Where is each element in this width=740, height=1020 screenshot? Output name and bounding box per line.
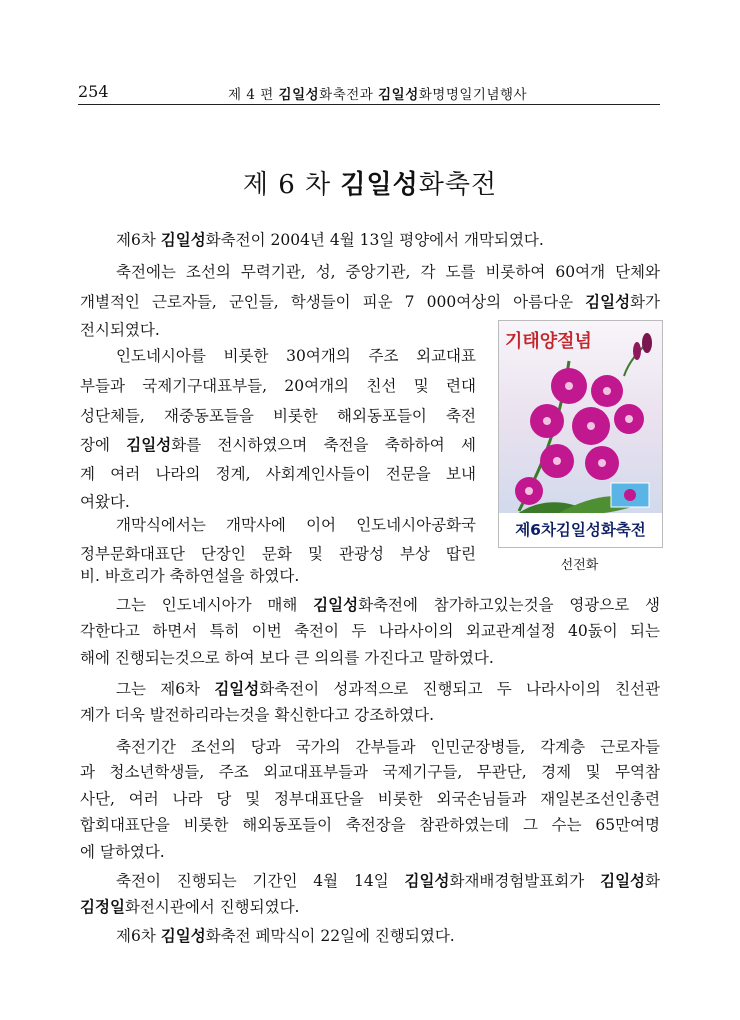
poster-figure — [498, 320, 663, 548]
paragraph-line: 개별적인 근로자들, 군인들, 학생들이 피운 7 000여상의 아름다운 김일성화가 — [80, 292, 660, 311]
poster-subtitle: 제6차김일성화축전 — [499, 513, 662, 547]
paragraph-line: 축전에는 조선의 무력기관, 성, 중앙기관, 각 도를 비롯하여 60여개 단체와 — [116, 263, 660, 281]
paragraph-line: 부들과 국제기구대표부들, 20여개의 친선 및 련대 — [80, 377, 476, 395]
paragraph-line: 성단체들, 재중동포들을 비롯한 해외동포들이 축전 — [80, 407, 476, 425]
paragraph-line: 각한다고 하면서 특히 이번 축전이 두 나라사이의 외교관계설정 40돐이 되는 — [80, 622, 660, 640]
page-number: 254 — [78, 82, 109, 101]
paragraph-line: 계 여러 나라의 정계, 사회계인사들이 전문을 보내 — [80, 465, 476, 483]
paragraph-line: 비. 바흐리가 축하연설을 하였다. — [80, 567, 300, 585]
paragraph-line: 그는 제6차 김일성화축전이 성과적으로 진행되고 두 나라사이의 친선관 — [116, 679, 661, 698]
paragraph-line: 해에 진행되는것으로 하여 보다 큰 의의를 가진다고 말하였다. — [80, 649, 494, 667]
paragraph-line: 축전기간 조선의 당과 국가의 간부들과 인민군장병들, 각계층 근로자들 — [116, 738, 660, 756]
paragraph-line: 정부문화대표단 단장인 문화 및 관광성 부상 땁린 — [80, 545, 476, 563]
running-head: 제 4 편 김일성화축전과 김일성화명명일기념행사 — [228, 87, 528, 103]
paragraph-line: 과 청소년학생들, 주조 외교대표부들과 국제기구들, 무관단, 경제 및 무역참 — [80, 763, 660, 781]
paragraph-line: 제6차 김일성화축전이 2004년 4월 13일 평양에서 개막되였다. — [116, 230, 544, 249]
paragraph-line: 제6차 김일성화축전 페막식이 22일에 진행되였다. — [116, 926, 455, 945]
paragraph-line: 개막식에서는 개막사에 이어 인도네시아공화국 — [116, 516, 476, 534]
paragraph-line: 인도네시아를 비롯한 30여개의 주조 외교대표 — [116, 347, 476, 365]
article-title: 제 6 차 김일성화축전 — [242, 170, 498, 200]
paragraph-line: 그는 인도네시아가 매해 김일성화축전에 참가하고있는것을 영광으로 생 — [116, 595, 661, 614]
paragraph-line: 계가 더욱 발전하리라는것을 확신한다고 강조하였다. — [80, 706, 435, 724]
paragraph-line: 합회대표단을 비롯한 해외동포들이 축전장을 참관하였는데 그 수는 65만여명 — [80, 816, 660, 834]
paragraph-line: 여왔다. — [80, 493, 130, 511]
poster-title: 기태양절념 — [505, 331, 592, 352]
paragraph-line: 김정일화전시관에서 진행되였다. — [80, 897, 300, 916]
paragraph-line: 장에 김일성화를 전시하였으며 축전을 축하하여 세 — [80, 435, 477, 454]
page-header — [78, 80, 660, 105]
paragraph-line: 에 달하였다. — [80, 843, 165, 861]
paragraph-line: 전시되였다. — [80, 321, 160, 339]
paragraph-line: 축전이 진행되는 기간인 4월 14일 김일성화재배경험발표회가 김일성화 — [116, 871, 660, 890]
figure-caption: 선전화 — [560, 558, 599, 573]
paragraph-line: 사단, 여러 나라 당 및 정부대표단을 비롯한 외국손님들과 재일본조선인총련 — [80, 790, 660, 808]
